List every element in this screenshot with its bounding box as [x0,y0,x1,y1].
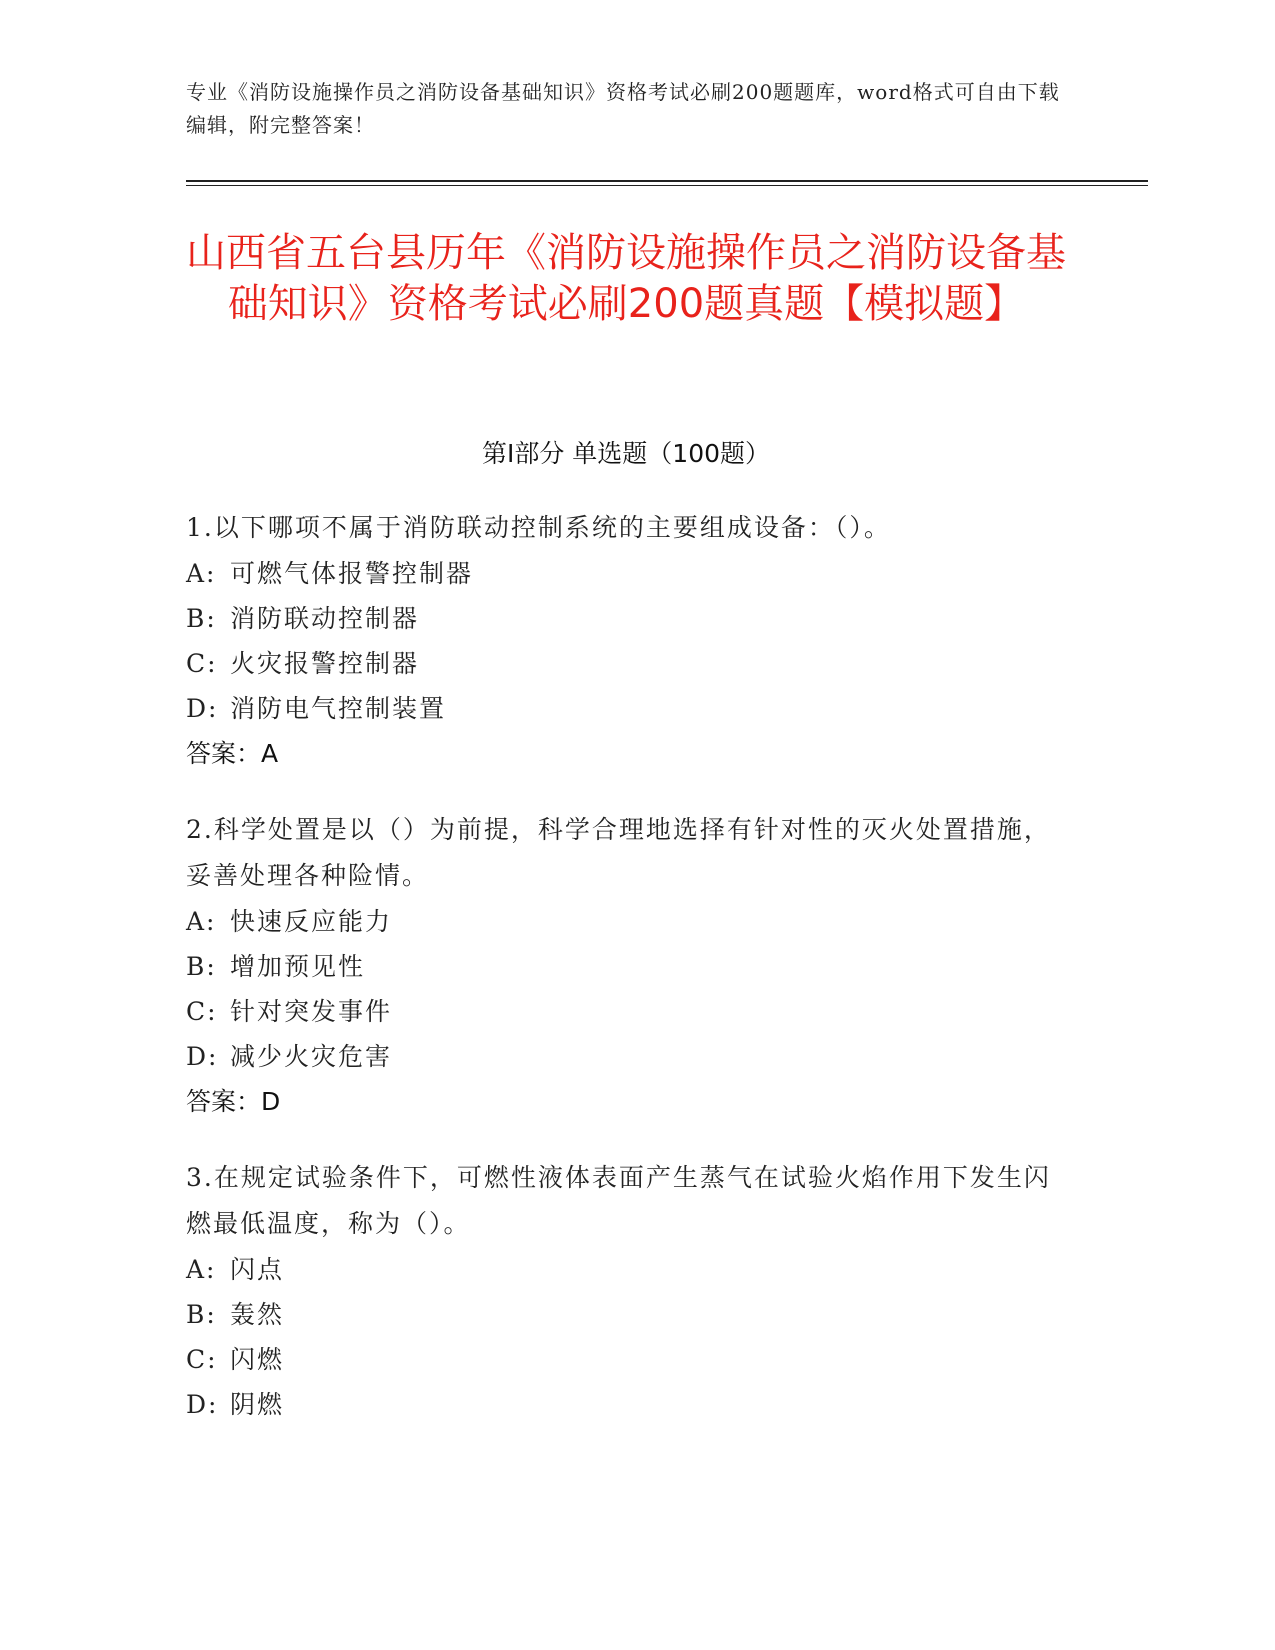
document-title: 山西省五台县历年《消防设施操作员之消防设备基础知识》资格考试必刷200题真题【模拟题】 [186,230,1066,327]
question-text: 3.在规定试验条件下，可燃性液体表面产生蒸气在试验火焰作用下发生闪燃最低温度，称为（）。 [186,1163,1051,1238]
option-label: B: [186,604,217,633]
option-text: 可燃气体报警控制器 [230,559,474,588]
option-text: 增加预见性 [230,952,366,981]
option-c [186,641,1066,686]
question-1 [186,505,1066,776]
header-note: 专业《消防设施操作员之消防设备基础知识》资格考试必刷200题题库，word格式可自由下载编辑，附完整答案！ [186,80,1060,137]
option-text: 闪点 [230,1255,285,1284]
header-rule-thick [186,180,1148,182]
option-a [186,899,1066,944]
option-text: 闪燃 [230,1345,285,1374]
option-label: C: [186,1345,218,1374]
option-b [186,1292,1066,1337]
option-d [186,1382,1066,1427]
question-text: 2.科学处置是以（）为前提，科学合理地选择有针对性的灭火处置措施，妥善处理各种险情。 [186,815,1051,890]
option-b [186,944,1066,989]
option-label: A: [186,907,217,936]
option-label: B: [186,1300,217,1329]
section-heading: 第I部分 单选题（100题） [481,439,771,468]
option-c [186,989,1066,1034]
option-b [186,596,1066,641]
option-text: 消防电气控制装置 [230,694,447,723]
option-d [186,686,1066,731]
option-a [186,551,1066,596]
option-text: 快速反应能力 [230,907,393,936]
answer: 答案：A [186,739,279,768]
option-a [186,1247,1066,1292]
option-label: D: [186,1042,219,1071]
option-text: 阴燃 [230,1390,285,1419]
option-label: A: [186,559,217,588]
option-text: 消防联动控制器 [230,604,420,633]
header-rule-thin [186,185,1148,186]
question-2 [186,807,1066,1124]
option-text: 针对突发事件 [230,997,393,1026]
option-text: 减少火灾危害 [230,1042,393,1071]
option-d [186,1034,1066,1079]
option-label: C: [186,649,218,678]
option-label: A: [186,1255,217,1284]
option-label: C: [186,997,218,1026]
option-c [186,1337,1066,1382]
option-label: D: [186,694,219,723]
answer: 答案：D [186,1087,281,1116]
option-text: 轰然 [230,1300,285,1329]
option-label: B: [186,952,217,981]
question-3 [186,1155,1066,1427]
option-label: D: [186,1390,219,1419]
option-text: 火灾报警控制器 [230,649,420,678]
question-text: 1.以下哪项不属于消防联动控制系统的主要组成设备：（）。 [186,513,891,542]
